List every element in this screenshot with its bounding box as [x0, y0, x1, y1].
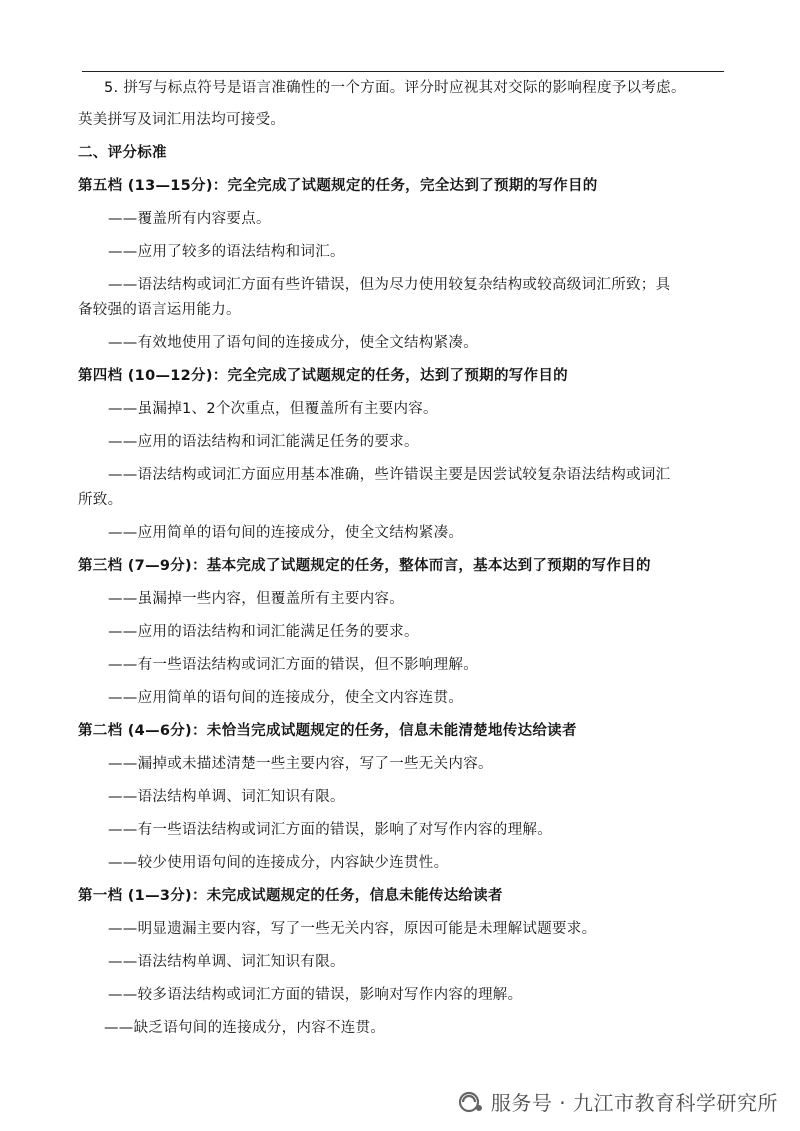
- band-item: ——语法结构单调、词汇知识有限。: [108, 954, 345, 970]
- band-item: ——应用简单的语句间的连接成分，使全文结构紧凑。: [108, 525, 464, 541]
- band-item: ——覆盖所有内容要点。: [108, 211, 271, 227]
- band-item: ——虽漏掉一些内容，但覆盖所有主要内容。: [108, 591, 404, 607]
- band-item: ——语法结构单调、词汇知识有限。: [108, 789, 345, 805]
- band-item: ——有一些语法结构或词汇方面的错误，但不影响理解。: [108, 657, 478, 673]
- band-item: ——语法结构或词汇方面有些许错误，但为尽力使用较复杂结构或较高级词汇所致；具: [108, 277, 671, 293]
- band-item: ——应用简单的语句间的连接成分，使全文内容连贯。: [108, 690, 464, 706]
- footer-text: 服务号 · 九江市教育科学研究所: [490, 1091, 778, 1115]
- band-title: 第三档 (7—9分)：基本完成了试题规定的任务，整体而言，基本达到了预期的写作目的: [78, 558, 651, 574]
- band-item: ——有一些语法结构或词汇方面的错误，影响了对写作内容的理解。: [108, 822, 552, 838]
- band-title: 第一档 (1—3分)：未完成试题规定的任务，信息未能传达给读者: [78, 888, 503, 904]
- note-line-2: 英美拼写及词汇用法均可接受。: [78, 112, 286, 128]
- top-divider: [82, 71, 724, 72]
- band-item: ——较少使用语句间的连接成分，内容缺少连贯性。: [108, 855, 449, 871]
- section-heading: 二、评分标准: [78, 145, 167, 161]
- band-title: 第二档 (4—6分)：未恰当完成试题规定的任务，信息未能清楚地传达给读者: [78, 723, 577, 739]
- band-item: ——语法结构或词汇方面应用基本准确，些许错误主要是因尝试较复杂语法结构或词汇: [108, 467, 671, 483]
- band-title: 第五档 (13—15分)：完全完成了试题规定的任务，完全达到了预期的写作目的: [78, 178, 598, 194]
- band-item: ——漏掉或未描述清楚一些主要内容，写了一些无关内容。: [108, 756, 493, 772]
- band-item: ——虽漏掉1、2个次重点，但覆盖所有主要内容。: [108, 401, 438, 417]
- band-item: ——应用的语法结构和词汇能满足任务的要求。: [108, 434, 419, 450]
- band-item-continuation: 所致。: [78, 492, 123, 508]
- footer-watermark: [457, 1087, 778, 1116]
- band-item: ——缺乏语句间的连接成分，内容不连贯。: [104, 1020, 386, 1036]
- band-item: ——应用了较多的语法结构和词汇。: [108, 244, 345, 260]
- note-line-1: 5. 拼写与标点符号是语言准确性的一个方面。评分时应视其对交际的影响程度予以考虑。: [104, 80, 686, 96]
- band-item: ——有效地使用了语句间的连接成分，使全文结构紧凑。: [108, 335, 478, 351]
- band-item: ——应用的语法结构和词汇能满足任务的要求。: [108, 624, 419, 640]
- band-item-continuation: 备较强的语言运用能力。: [78, 302, 241, 318]
- band-title: 第四档 (10—12分)：完全完成了试题规定的任务，达到了预期的写作目的: [78, 368, 568, 384]
- band-item: ——明显遗漏主要内容，写了一些无关内容，原因可能是未理解试题要求。: [108, 921, 597, 937]
- wechat-service-icon: [457, 1090, 485, 1114]
- band-item: ——较多语法结构或词汇方面的错误，影响对写作内容的理解。: [108, 987, 523, 1003]
